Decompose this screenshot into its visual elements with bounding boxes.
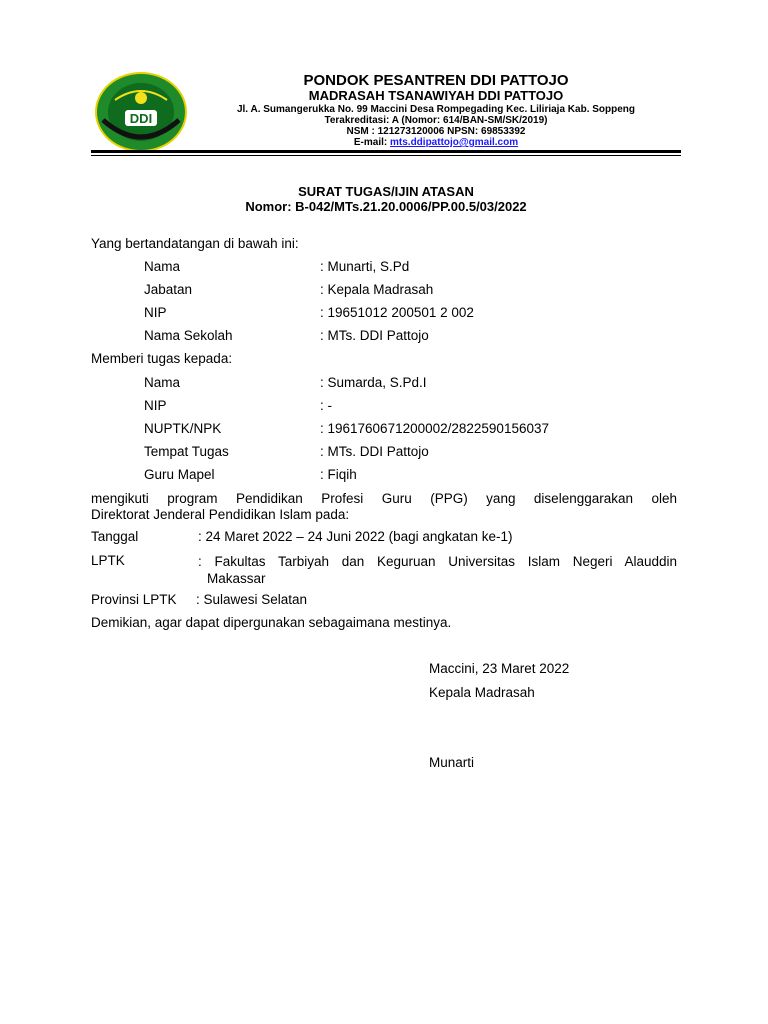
lptk-value: [198, 553, 677, 587]
school-logo: [95, 72, 188, 152]
place-date: Maccini, 23 Maret 2022: [429, 661, 570, 676]
letter-number: Nomor: B-042/MTs.21.20.0006/PP.00.5/03/2022: [245, 199, 527, 214]
assignee-value: : Fiqih: [320, 467, 357, 482]
assignee-label: Guru Mapel: [144, 467, 215, 482]
tanggal-label: Tanggal: [91, 529, 139, 544]
provinsi-value: : Sulawesi Selatan: [196, 592, 308, 607]
accreditation: Terakreditasi: A (Nomor: 614/BAN-SM/SK/2019): [324, 115, 548, 126]
assignee-label: Tempat Tugas: [144, 444, 229, 459]
assignee-label: NIP: [144, 398, 167, 413]
signatory-value: : MTs. DDI Pattojo: [320, 328, 429, 343]
closing-text: Demikian, agar dapat dipergunakan sebagaimana mestinya.: [91, 615, 452, 630]
assignee-value: : 1961760671200002/2822590156037: [320, 421, 549, 436]
signatory-label: Nama: [144, 259, 181, 274]
signatory-value: : Kepala Madrasah: [320, 282, 434, 297]
lptk-value-line1: : Fakultas Tarbiyah dan Keguruan Universitas Islam Negeri Alauddin: [198, 554, 677, 569]
signer-position: Kepala Madrasah: [429, 685, 535, 700]
assignee-label: Nama: [144, 375, 181, 390]
org-name: PONDOK PESANTREN DDI PATTOJO: [303, 72, 569, 89]
signatory-value: : Munarti, S.Pd: [320, 259, 410, 274]
assign-intro: Memberi tugas kepada:: [91, 351, 233, 366]
provinsi-label: Provinsi LPTK: [91, 592, 177, 607]
signatory-label: Jabatan: [144, 282, 193, 297]
school-address: Jl. A. Sumangerukka No. 99 Maccini Desa Rompegading Kec. Liliriaja Kab. Soppeng: [236, 104, 636, 115]
assignee-label: NUPTK/NPK: [144, 421, 222, 436]
assignee-value: : MTs. DDI Pattojo: [320, 444, 429, 459]
intro-text: Yang bertandatangan di bawah ini:: [91, 236, 299, 251]
lptk-label: LPTK: [91, 553, 125, 568]
signatory-value: : 19651012 200501 2 002: [320, 305, 474, 320]
school-ids: NSM : 121273120006 NPSN: 69853392: [346, 126, 526, 137]
assignee-value: : -: [320, 398, 332, 413]
tanggal-value: : 24 Maret 2022 – 24 Juni 2022 (bagi angkatan ke-1): [198, 529, 513, 544]
email-link[interactable]: mts.ddipattojo@gmail.com: [390, 137, 519, 148]
header-rule-thick: [91, 150, 681, 153]
program-paragraph-line1: mengikuti program Pendidikan Profesi Guru (PPG) yang diselenggarakan oleh: [91, 491, 677, 506]
header-rule-thin: [91, 155, 681, 156]
letter-title: SURAT TUGAS/IJIN ATASAN: [298, 184, 474, 199]
signatory-label: Nama Sekolah: [144, 328, 233, 343]
school-name: MADRASAH TSANAWIYAH DDI PATTOJO: [308, 88, 564, 103]
svg-text:DDI: DDI: [129, 111, 153, 126]
lptk-value-line2: Makassar: [207, 571, 266, 586]
program-paragraph-line2: Direktorat Jenderal Pendidikan Islam pada:: [91, 507, 350, 522]
email-line: [196, 137, 676, 148]
signer-name: Munarti: [429, 755, 475, 770]
email-label: E-mail:: [353, 137, 388, 148]
assignee-value: : Sumarda, S.Pd.I: [320, 375, 427, 390]
signatory-label: NIP: [144, 305, 167, 320]
